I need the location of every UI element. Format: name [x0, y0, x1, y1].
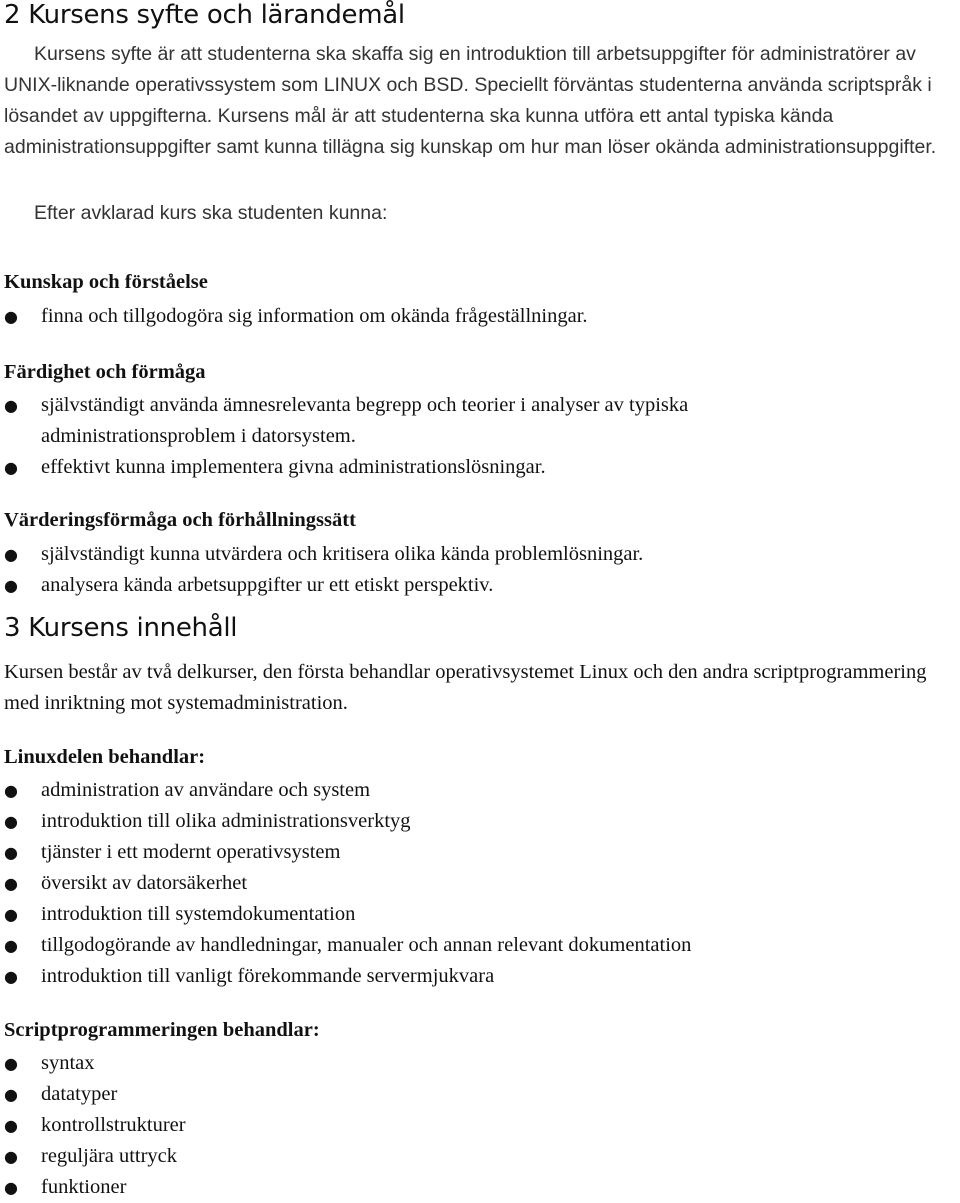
bullet-icon: ● — [4, 458, 18, 477]
linux-heading: Linuxdelen behandlar: — [4, 746, 206, 768]
bullet-icon: ● — [4, 1178, 18, 1197]
skills-heading: Färdighet och förmåga — [4, 361, 206, 383]
list-item: ● administration av användare och system — [0, 775, 940, 806]
bullet-icon: ● — [4, 874, 18, 893]
list-item: ● funktioner — [0, 1172, 940, 1203]
list-item: ● självständigt använda ämnesrelevanta begrepp och teorier i analyser av typiska administrationsproblem i datorsystem. — [0, 390, 841, 452]
skills-list — [0, 390, 940, 483]
list-item: ● översikt av datorsäkerhet — [0, 868, 940, 899]
script-heading: Scriptprogrammeringen behandlar: — [4, 1019, 320, 1041]
bullet-icon: ● — [4, 307, 18, 326]
section-2-intro: Kursens syfte är att studenterna ska skaffa sig en introduktion till arbetsuppgifter för administratörer av UNIX-liknande operativssystem som LINUX och BSD. Speciellt förväntas studenterna använda scriptspråk i lösandet av uppgifterna. Kursens mål är att studenterna ska kunna utföra ett antal typiska kända administrationsuppgifter samt kunna tillägna sig kunskap om hur man löser okända administrationsuppgifter. — [4, 43, 937, 158]
bullet-icon: ● — [4, 936, 18, 955]
bullet-icon: ● — [4, 396, 18, 415]
list-item: ● introduktion till vanligt förekommande servermjukvara — [0, 961, 940, 992]
list-item: ● datatyper — [0, 1079, 940, 1110]
list-item: ● syntax — [0, 1048, 940, 1079]
section-2-heading: 2 Kursens syfte och lärandemål — [4, 0, 405, 30]
list-item: ● finna och tillgodogöra sig information om okända frågeställningar. — [0, 301, 940, 332]
bullet-icon: ● — [4, 1116, 18, 1135]
list-item: ● tjänster i ett modernt operativsystem — [0, 837, 940, 868]
list-item: ● effektivt kunna implementera givna administrationslösningar. — [0, 452, 940, 483]
list-item: ● självständigt kunna utvärdera och kritisera olika kända problemlösningar. — [0, 539, 940, 570]
script-list — [0, 1048, 940, 1203]
judgement-list — [0, 539, 940, 601]
list-item: ● tillgodogörande av handledningar, manualer och annan relevant dokumentation — [0, 930, 940, 961]
bullet-icon: ● — [4, 545, 18, 564]
bullet-icon: ● — [4, 1054, 18, 1073]
after-course-text: Efter avklarad kurs ska studenten kunna: — [34, 202, 388, 224]
list-item: ● reguljära uttryck — [0, 1141, 940, 1172]
list-item: ● analysera kända arbetsuppgifter ur ett etiskt perspektiv. — [0, 570, 940, 601]
bullet-icon: ● — [4, 843, 18, 862]
knowledge-list — [0, 301, 940, 332]
bullet-icon: ● — [4, 967, 18, 986]
bullet-icon: ● — [4, 905, 18, 924]
judgement-heading: Värderingsförmåga och förhållningssätt — [4, 509, 356, 531]
list-item: ● kontrollstrukturer — [0, 1110, 940, 1141]
knowledge-heading: Kunskap och förståelse — [4, 271, 208, 293]
section-3-heading: 3 Kursens innehåll — [4, 613, 238, 643]
bullet-icon: ● — [4, 1085, 18, 1104]
bullet-icon: ● — [4, 781, 18, 800]
bullet-icon: ● — [4, 1147, 18, 1166]
linux-list — [0, 775, 940, 992]
list-item: ● introduktion till olika administrationsverktyg — [0, 806, 940, 837]
bullet-icon: ● — [4, 812, 18, 831]
list-item: ● introduktion till systemdokumentation — [0, 899, 940, 930]
bullet-icon: ● — [4, 576, 18, 595]
section-3-intro: Kursen består av två delkurser, den första behandlar operativsystemet Linux och den andra scriptprogrammering med inriktning mot systemadministration. — [4, 661, 927, 714]
